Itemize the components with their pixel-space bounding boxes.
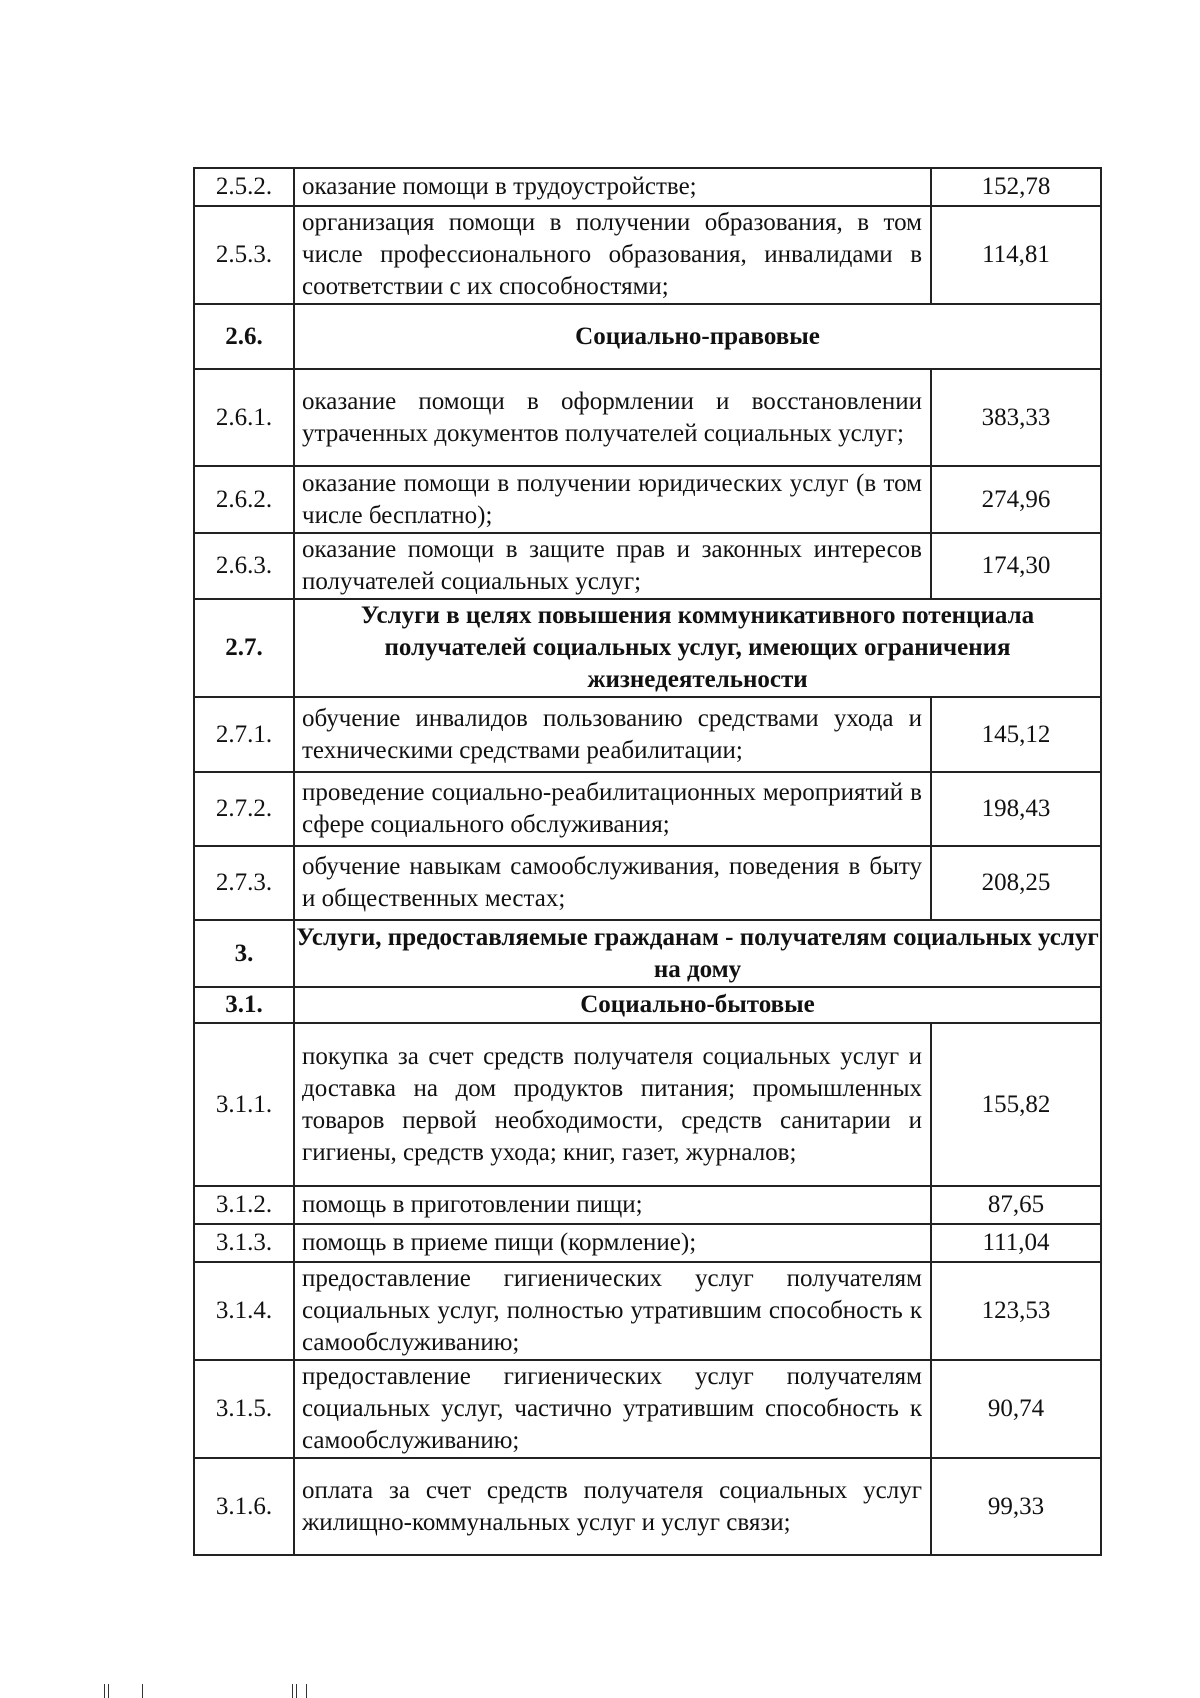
table-row xyxy=(194,846,1101,920)
row-description: предоставление гигиенических услуг получателям социальных услуг, полностью утратившим способность к самообслуживанию; xyxy=(294,1262,931,1360)
scan-mark xyxy=(296,1684,297,1698)
row-code: 3.1.3. xyxy=(194,1224,294,1262)
scan-mark xyxy=(104,1684,105,1698)
section-row xyxy=(194,599,1101,697)
row-price: 123,53 xyxy=(931,1262,1101,1360)
table-row xyxy=(194,697,1101,772)
row-code: 2.5.2. xyxy=(194,168,294,206)
row-price: 145,12 xyxy=(931,697,1101,772)
section-title: Социально-правовые xyxy=(294,304,1101,369)
row-description: оказание помощи в трудоустройстве; xyxy=(294,168,931,206)
row-code: 2.6.1. xyxy=(194,369,294,466)
table-row xyxy=(194,168,1101,206)
row-description: организация помощи в получении образования, в том числе профессионального образования, инвалидами в соответствии с их способностями; xyxy=(294,206,931,304)
row-price: 274,96 xyxy=(931,466,1101,533)
section-row xyxy=(194,920,1101,987)
row-price: 111,04 xyxy=(931,1224,1101,1262)
section-row xyxy=(194,987,1101,1023)
table-row xyxy=(194,206,1101,304)
table-row xyxy=(194,1360,1101,1458)
row-description: обучение инвалидов пользованию средствами ухода и техническими средствами реабилитации; xyxy=(294,697,931,772)
table-row xyxy=(194,369,1101,466)
row-price: 114,81 xyxy=(931,206,1101,304)
row-description: оказание помощи в получении юридических услуг (в том числе бесплатно); xyxy=(294,466,931,533)
row-description: оказание помощи в защите прав и законных интересов получателей социальных услуг; xyxy=(294,533,931,599)
section-row xyxy=(194,304,1101,369)
row-code: 3.1.5. xyxy=(194,1360,294,1458)
row-code: 3.1.2. xyxy=(194,1186,294,1224)
row-code: 2.7.3. xyxy=(194,846,294,920)
row-price: 383,33 xyxy=(931,369,1101,466)
row-code: 3.1.6. xyxy=(194,1458,294,1555)
row-description: обучение навыкам самообслуживания, поведения в быту и общественных местах; xyxy=(294,846,931,920)
row-price: 152,78 xyxy=(931,168,1101,206)
row-price: 155,82 xyxy=(931,1023,1101,1186)
table-row xyxy=(194,466,1101,533)
row-price: 99,33 xyxy=(931,1458,1101,1555)
row-code: 2.7.2. xyxy=(194,772,294,846)
table-row xyxy=(194,1458,1101,1555)
row-code: 2.5.3. xyxy=(194,206,294,304)
row-code: 3.1.4. xyxy=(194,1262,294,1360)
table-row xyxy=(194,1224,1101,1262)
row-price: 90,74 xyxy=(931,1360,1101,1458)
section-code: 3. xyxy=(194,920,294,987)
scan-mark xyxy=(292,1684,293,1698)
row-price: 208,25 xyxy=(931,846,1101,920)
row-description: проведение социально-реабилитационных мероприятий в сфере социального обслуживания; xyxy=(294,772,931,846)
row-description: помощь в приеме пищи (кормление); xyxy=(294,1224,931,1262)
row-code: 2.7.1. xyxy=(194,697,294,772)
section-code: 3.1. xyxy=(194,987,294,1023)
section-code: 2.7. xyxy=(194,599,294,697)
section-title: Услуги в целях повышения коммуникативного потенциала получателей социальных услуг, имеющих ограничения жизнедеятельности xyxy=(294,599,1101,697)
scan-mark xyxy=(142,1684,143,1698)
row-description: предоставление гигиенических услуг получателям социальных услуг, частично утратившим способность к самообслуживанию; xyxy=(294,1360,931,1458)
row-description: оплата за счет средств получателя социальных услуг жилищно-коммунальных услуг и услуг связи; xyxy=(294,1458,931,1555)
section-title: Социально-бытовые xyxy=(294,987,1101,1023)
row-code: 2.6.2. xyxy=(194,466,294,533)
section-code: 2.6. xyxy=(194,304,294,369)
table-row xyxy=(194,1262,1101,1360)
table-row xyxy=(194,1023,1101,1186)
row-description: помощь в приготовлении пищи; xyxy=(294,1186,931,1224)
table-row xyxy=(194,772,1101,846)
row-price: 87,65 xyxy=(931,1186,1101,1224)
row-description: оказание помощи в оформлении и восстановлении утраченных документов получателей социальных услуг; xyxy=(294,369,931,466)
row-price: 174,30 xyxy=(931,533,1101,599)
section-title: Услуги, предоставляемые гражданам - получателям социальных услуг на дому xyxy=(294,920,1101,987)
table-row xyxy=(194,1186,1101,1224)
table-row xyxy=(194,533,1101,599)
row-code: 2.6.3. xyxy=(194,533,294,599)
row-price: 198,43 xyxy=(931,772,1101,846)
scan-mark xyxy=(108,1684,109,1698)
scan-mark xyxy=(306,1684,307,1698)
row-code: 3.1.1. xyxy=(194,1023,294,1186)
tariff-table xyxy=(193,167,1102,1556)
row-description: покупка за счет средств получателя социальных услуг и доставка на дом продуктов питания; промышленных товаров первой необходимости, средств санитарии и гигиены, средств ухода; книг, газет, журналов; xyxy=(294,1023,931,1186)
